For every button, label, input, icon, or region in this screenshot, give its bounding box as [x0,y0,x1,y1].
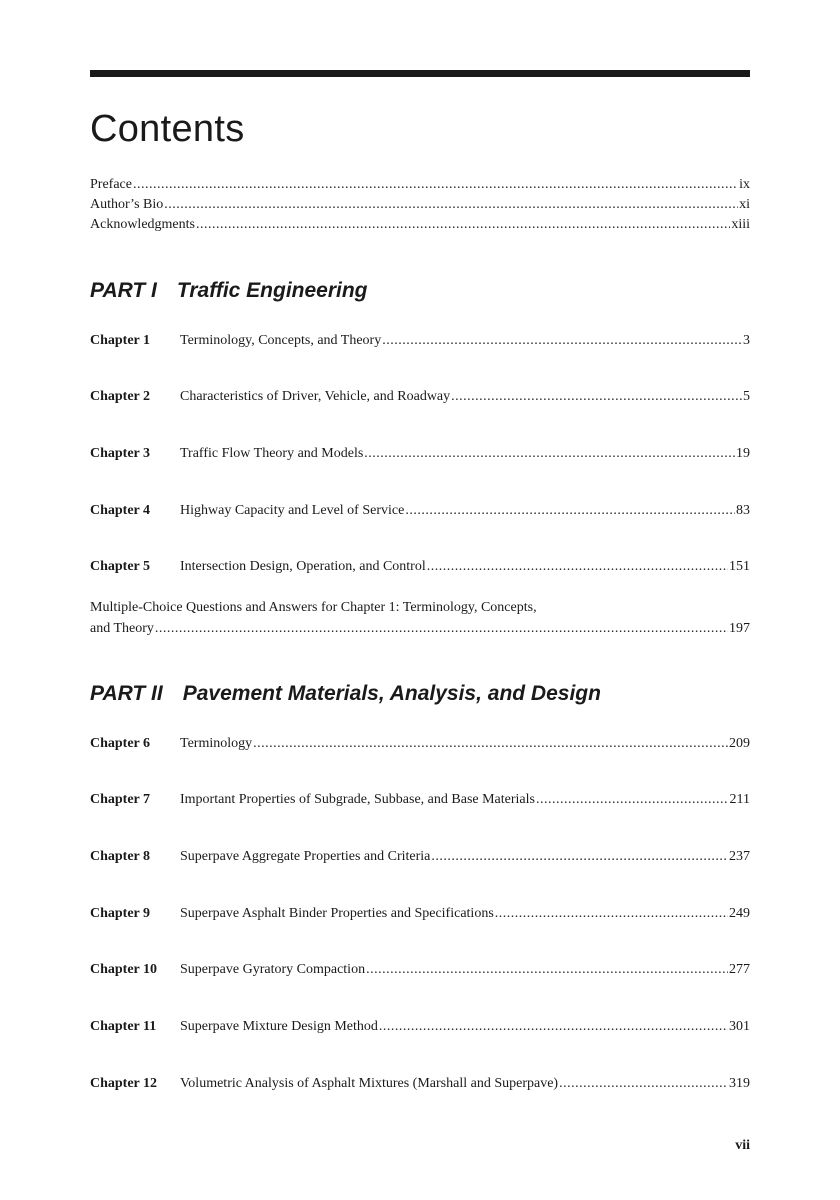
toc-chapter-2[interactable] [90,389,750,405]
mcq-page: 197 [729,621,750,636]
chapter-page: 83 [736,503,750,518]
chapter-title: Characteristics of Driver, Vehicle, and Roadway [180,389,451,404]
chapter-page: 301 [729,1019,750,1034]
mcq-title-line-2-row [90,618,750,639]
leader-dots [364,446,735,462]
chapter-number: Chapter 6 [90,736,151,751]
toc-chapter-11[interactable] [90,1019,750,1035]
chapter-page: 3 [743,333,750,348]
part-number: PART II [90,682,163,705]
toc-entry-label: Preface [90,177,132,192]
toc-chapter-7[interactable] [90,792,750,808]
leader-dots [253,736,728,752]
leader-dots [382,333,742,349]
toc-chapter-10[interactable] [90,962,750,978]
chapter-number: Chapter 1 [90,333,151,348]
chapter-number: Chapter 4 [90,503,151,518]
chapter-page: 277 [729,962,750,977]
chapter-title: Highway Capacity and Level of Service [180,503,405,518]
page-number: vii [735,1138,750,1153]
chapter-title: Important Properties of Subgrade, Subbase, and Base Materials [180,792,535,807]
chapter-number: Chapter 2 [90,389,151,404]
toc-chapter-1[interactable] [90,333,750,349]
toc-chapter-12[interactable] [90,1076,750,1092]
leader-dots [405,503,735,519]
chapter-title: Volumetric Analysis of Asphalt Mixtures (Marshall and Superpave) [180,1076,559,1091]
leader-dots [431,849,728,865]
toc-chapter-8[interactable] [90,849,750,865]
front-matter-list [90,175,750,235]
toc-entry-label: Author’s Bio [90,197,164,212]
toc-entry-authors-bio[interactable] [90,195,750,215]
chapter-number: Chapter 10 [90,962,158,977]
chapter-number: Chapter 3 [90,446,151,461]
toc-entry-page: ix [739,177,750,192]
leader-dots [133,175,738,195]
chapter-number: Chapter 5 [90,559,151,574]
chapter-title: Intersection Design, Operation, and Control [180,559,426,574]
part-title: Traffic Engineering [176,279,368,302]
leader-dots [536,792,729,808]
toc-chapter-5[interactable] [90,559,750,575]
chapter-number: Chapter 11 [90,1019,157,1034]
chapter-page: 19 [736,446,750,461]
chapter-page: 211 [729,792,750,807]
toc-entry-acknowledgments[interactable] [90,215,750,235]
toc-entry-page: xiii [731,217,750,232]
chapter-page: 319 [729,1076,750,1091]
chapter-page: 209 [729,736,750,751]
page-title: Contents [90,108,245,150]
chapter-title: Superpave Gyratory Compaction [180,962,366,977]
chapter-title: Superpave Mixture Design Method [180,1019,378,1034]
chapter-number: Chapter 9 [90,906,151,921]
mcq-title-line-1: Multiple-Choice Questions and Answers for Chapter 1: Terminology, Concepts, [90,600,537,615]
chapter-title: Superpave Asphalt Binder Properties and Specifications [180,906,494,921]
chapter-page: 5 [743,389,750,404]
leader-dots [164,195,738,215]
chapter-number: Chapter 8 [90,849,151,864]
mcq-title-line-2: and Theory [90,621,154,636]
toc-chapter-6[interactable] [90,736,750,752]
part-heading-2 [90,682,601,706]
part-heading-1 [90,279,368,303]
leader-dots [155,618,728,639]
toc-entry-mcq[interactable] [90,597,750,639]
chapter-number: Chapter 7 [90,792,151,807]
top-rule [90,70,750,77]
toc-chapter-9[interactable] [90,906,750,922]
part-number: PART I [90,279,157,302]
chapter-page: 151 [729,559,750,574]
toc-chapter-3[interactable] [90,446,750,462]
chapter-page: 237 [729,849,750,864]
leader-dots [379,1019,728,1035]
toc-chapter-4[interactable] [90,503,750,519]
leader-dots [495,906,728,922]
chapter-title: Superpave Aggregate Properties and Criteria [180,849,431,864]
part-title: Pavement Materials, Analysis, and Design [182,682,601,705]
chapter-number: Chapter 12 [90,1076,158,1091]
leader-dots [427,559,728,575]
chapter-title: Traffic Flow Theory and Models [180,446,364,461]
toc-entry-preface[interactable] [90,175,750,195]
leader-dots [196,215,730,235]
chapter-title: Terminology, Concepts, and Theory [180,333,382,348]
toc-entry-page: xi [739,197,750,212]
chapter-page: 249 [729,906,750,921]
leader-dots [451,389,742,405]
toc-entry-label: Acknowledgments [90,217,195,232]
leader-dots [366,962,728,978]
chapter-title: Terminology [180,736,253,751]
leader-dots [559,1076,728,1092]
